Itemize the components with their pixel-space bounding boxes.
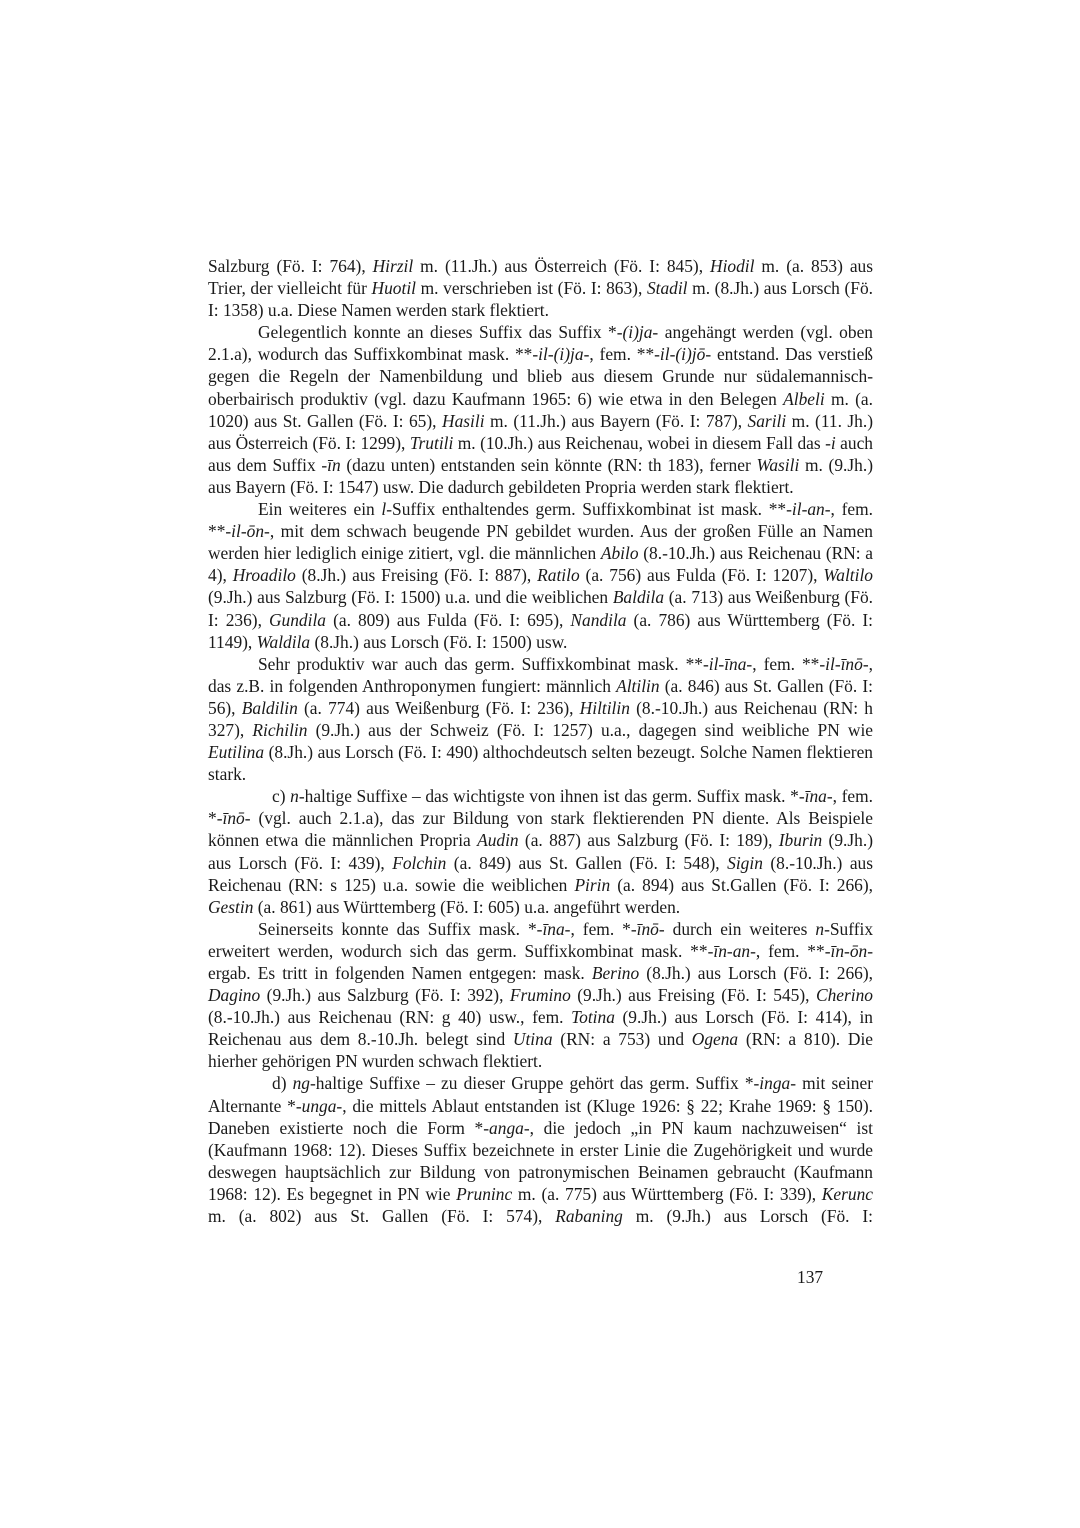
text-run: (8.-10.Jh.) aus Reichenau (RN: h 327),	[208, 697, 873, 740]
page-number: 137	[797, 1267, 824, 1287]
italic-term: Waltilo	[823, 565, 873, 586]
text-run: (a. 849) aus St. Gallen (Fö. I: 548),	[446, 852, 728, 873]
text-run: , die mittels Ablaut entstanden ist (Kluge 1926: § 22; Krahe 1969: § 150). Daneben existierte noch die Form *	[208, 1095, 873, 1138]
text-run: , fem. **	[752, 653, 820, 674]
text-run: m. (a. 853) aus Trier, der vielleicht für	[208, 256, 874, 299]
text-run: Gelegentlich konnte an dieses Suffix das Suffix *	[258, 322, 617, 343]
text-run: -Suffix erweitert werden, wodurch sich das germ. Suffixkombinat mask. **	[208, 918, 874, 961]
text-run: (a. 774) aus Weißenburg (Fö. I: 236),	[297, 697, 580, 718]
italic-term: -īn	[321, 454, 341, 475]
text-run: , mit dem schwach beugende PN gebildet wurden. Aus der großen Fülle an Namen werden hier lediglich einige zitiert, vgl. die männlichen	[208, 521, 873, 564]
italic-term: -il-an-	[786, 499, 831, 520]
italic-term: Sigin	[727, 852, 763, 873]
italic-term: ng	[292, 1073, 310, 1094]
text-run: , fem. *	[208, 786, 873, 829]
text-run: (9.Jh.) aus Salzburg (Fö. I: 392),	[260, 985, 510, 1006]
text-run: (8.Jh.) aus Lorsch (Fö. I: 266),	[639, 963, 873, 983]
text-run: m. (a. 775) aus Württemberg (Fö. I: 339),	[512, 1183, 822, 1204]
text-run: angehängt werden (vgl. oben 2.1.a), wodurch das Suffixkombinat mask. **	[208, 322, 873, 365]
text-run: (a. 756) aus Fulda (Fö. I: 1207),	[579, 565, 824, 586]
italic-term: Folchin	[392, 852, 447, 873]
italic-term: -inga-	[753, 1073, 797, 1094]
text-run: m. (9.Jh.) aus Lorsch (Fö. I:	[622, 1206, 874, 1227]
text-run: m. (11. Jh.) aus Österreich (Fö. I: 1299),	[208, 410, 873, 453]
italic-term: Hiodil	[710, 256, 755, 276]
text-run: -Suffix enthaltendes germ. Suffixkombinat ist mask. **	[386, 499, 787, 520]
italic-term: -i	[825, 432, 836, 453]
italic-term: Cherino	[815, 985, 873, 1006]
text-run: (RN: a 753) und	[552, 1029, 692, 1050]
text-run: , das z.B. in folgenden Anthroponymen fungiert: männlich	[208, 653, 873, 696]
italic-term: -īnō-	[216, 808, 251, 829]
text-run: mit seiner Alternante *	[208, 1073, 873, 1116]
italic-term: Hirzil	[372, 256, 414, 276]
text-run: (8.Jh.) aus Freising (Fö. I: 887),	[295, 565, 538, 586]
text-run: ergab. Es tritt in folgenden Namen entgegen: mask.	[208, 963, 592, 983]
text-run: (a. 887) aus Salzburg (Fö. I: 189),	[518, 830, 779, 851]
italic-term: Richilin	[252, 719, 308, 740]
text-run: d)	[272, 1073, 293, 1094]
text-run: c)	[272, 786, 291, 807]
text-run: (a. 809) aus Fulda (Fö. I: 695),	[326, 609, 571, 630]
paragraph-6	[208, 918, 873, 1073]
italic-term: Trutili	[409, 432, 454, 453]
italic-term: Hroadilo	[232, 565, 296, 586]
text-run: Salzburg (Fö. I: 764),	[208, 256, 373, 276]
italic-term: Iburin	[778, 830, 823, 851]
text-run: (RN: a 810). Die hierher gehörigen PN wurden schwach flektiert.	[208, 1029, 873, 1072]
text-run: (8.-10.Jh.) aus Reichenau (RN: s 125) u.a. sowie die weiblichen	[208, 852, 873, 895]
text-run: (9.Jh.) aus der Schweiz (Fö. I: 1257) u.a., dagegen sind weibliche PN wie	[307, 719, 873, 740]
text-run: , fem. **	[208, 499, 873, 542]
paragraph-7-section-d	[208, 1072, 873, 1227]
text-run: , fem. **	[755, 940, 825, 961]
italic-term: Waldila	[256, 631, 311, 652]
italic-term: Albeli	[783, 388, 825, 409]
text-run: auch aus dem Suffix	[208, 432, 873, 475]
text-run: m. (8.Jh.) aus Lorsch (Fö. I: 1358) u.a. Diese Namen werden stark flektiert.	[208, 278, 873, 321]
text-run: m. (11.Jh.) aus Österreich (Fö. I: 845),	[413, 256, 711, 276]
text-run: durch ein weiteres	[664, 918, 816, 939]
text-run: , fem. **	[589, 344, 655, 365]
paragraph-2	[208, 321, 873, 498]
text-run: (8.-10.Jh.) aus Reichenau (RN: a 4),	[208, 543, 873, 586]
italic-term: -il-īnō-	[819, 653, 869, 674]
italic-term: -il-(i)ja-	[532, 344, 590, 365]
italic-term: Totina	[571, 1007, 615, 1028]
italic-term: Altilin	[616, 675, 660, 696]
text-run: -haltige Suffixe – das wichtigste von ihnen ist das germ. Suffix mask. *	[298, 786, 799, 807]
italic-term: Gestin	[208, 896, 254, 917]
text-run: (8.-10.Jh.) aus Reichenau (RN: g 40) usw., fem.	[208, 1007, 572, 1028]
paragraph-5-section-c	[208, 785, 873, 918]
text-run: (dazu unten) entstanden sein könnte (RN: th 183), ferner	[340, 454, 757, 475]
text-run: , die jedoch „in PN kaum nachzuweisen“ ist (Kaufmann 1968: 12). Dieses Suffix bezeichnete in erster Linie die Zugehörigkeit und wurde deswegen hauptsächlich zur Bildung von patronymischen Beinamen gebraucht (Kaufmann 1968: 12). Es begegnet in PN wie	[208, 1117, 873, 1204]
italic-term: -īnō-	[630, 918, 665, 939]
italic-term: Utina	[512, 1029, 553, 1050]
italic-term: Wasili	[756, 454, 800, 475]
italic-term: Audin	[477, 830, 519, 851]
italic-term: Berino	[591, 963, 640, 983]
paragraph-3	[208, 498, 873, 653]
italic-term: Pruninc	[456, 1183, 513, 1204]
italic-term: Baldila	[612, 587, 665, 608]
text-run: (9.Jh.) aus Lorsch (Fö. I: 414), in Reichenau aus dem 8.-10.Jh. belegt sind	[208, 1007, 873, 1050]
text-run: (a. 846) aus St. Gallen (Fö. I: 56),	[208, 675, 873, 718]
italic-term: -īna-	[798, 786, 833, 807]
text-run: entstand. Das verstieß gegen die Regeln der Namenbildung und blieb aus diesem Grunde nur südalemannisch-oberbairisch produktiv (vgl. dazu Kaufmann 1965: 6) wie etwa in den Belegen	[208, 344, 873, 409]
text-run: , fem. *	[570, 918, 631, 939]
italic-term: Baldilin	[241, 697, 298, 718]
text-run: m. verschrieben ist (Fö. I: 863),	[415, 278, 647, 299]
text-run: (a. 786) aus Württemberg (Fö. I: 1149),	[208, 609, 873, 652]
italic-term: Ratilo	[537, 565, 580, 586]
text-run: -haltige Suffixe – zu dieser Gruppe gehört das germ. Suffix *	[310, 1073, 754, 1094]
italic-term: Gundila	[268, 609, 326, 630]
text-run: (9.Jh.) aus Lorsch (Fö. I: 439),	[208, 830, 873, 873]
italic-term: l	[381, 499, 387, 520]
text-run: (8.Jh.) aus Lorsch (Fö. I: 490) althochdeutsch selten bezeugt. Solche Namen flektieren stark.	[208, 742, 873, 785]
italic-term: Abilo	[600, 543, 639, 564]
italic-term: Frumino	[509, 985, 571, 1006]
text-run: Seinerseits konnte das Suffix mask. *	[258, 918, 537, 939]
text-run: m. (11.Jh.) aus Bayern (Fö. I: 787),	[484, 410, 748, 431]
text-run: (9.Jh.) aus Freising (Fö. I: 545),	[570, 985, 816, 1006]
italic-term: Rabaning	[555, 1206, 623, 1227]
text-run: m. (a. 802) aus St. Gallen (Fö. I: 574),	[208, 1206, 556, 1227]
italic-term: Nandila	[570, 609, 627, 630]
italic-term: Stadil	[646, 278, 688, 299]
italic-term: n	[290, 786, 299, 807]
italic-term: Hasili	[442, 410, 485, 431]
italic-term: Ogena	[691, 1029, 739, 1050]
italic-term: n	[815, 918, 825, 939]
italic-term: Hiltilin	[579, 697, 630, 718]
text-run: (9.Jh.) aus Salzburg (Fö. I: 1500) u.a. und die weiblichen	[208, 587, 613, 608]
italic-term: -īna-	[536, 918, 571, 939]
italic-term: -il-ōn-	[225, 521, 270, 542]
text-run: (a. 861) aus Württemberg (Fö. I: 605) u.a. angeführt werden.	[253, 896, 681, 917]
text-run: m. (9.Jh.) aus Bayern (Fö. I: 1547) usw. Die dadurch gebildeten Propria werden stark flektiert.	[208, 454, 873, 497]
paragraph-1	[208, 255, 873, 321]
text-run: m. (10.Jh.) aus Reichenau, wobei in diesem Fall das	[453, 432, 826, 453]
text-run: (8.Jh.) aus Lorsch (Fö. I: 1500) usw.	[310, 631, 568, 652]
italic-term: -(i)ja-	[616, 322, 659, 343]
text-run: Ein weiteres ein	[258, 499, 382, 520]
italic-term: -anga-	[483, 1117, 530, 1138]
text-run: (a. 713) aus Weißenburg (Fö. I: 236),	[208, 587, 874, 630]
italic-term: Dagino	[208, 985, 261, 1006]
body-text	[208, 255, 873, 1227]
italic-term: -il-(i)jō-	[654, 344, 712, 365]
italic-term: -īn-an-	[707, 940, 756, 961]
italic-term: -unga-	[295, 1095, 343, 1116]
italic-term: -īn-ōn-	[824, 940, 873, 961]
italic-term: -il-īna-	[702, 653, 753, 674]
paragraph-4	[208, 653, 873, 786]
italic-term: Pirin	[574, 874, 611, 895]
text-run: Sehr produktiv war auch das germ. Suffixkombinat mask. **	[258, 653, 703, 674]
italic-term: Eutilina	[208, 742, 265, 763]
italic-term: Kerunc	[821, 1183, 873, 1204]
italic-term: Sarili	[747, 410, 787, 431]
text-run: m. (a. 1020) aus St. Gallen (Fö. I: 65),	[208, 388, 873, 431]
text-run: (vgl. auch 2.1.a), das zur Bildung von stark flektierenden PN diente. Als Beispiele können etwa die männlichen Propria	[208, 808, 873, 851]
text-run: (a. 894) aus St.Gallen (Fö. I: 266),	[610, 874, 873, 895]
italic-term: Huotil	[371, 278, 416, 299]
